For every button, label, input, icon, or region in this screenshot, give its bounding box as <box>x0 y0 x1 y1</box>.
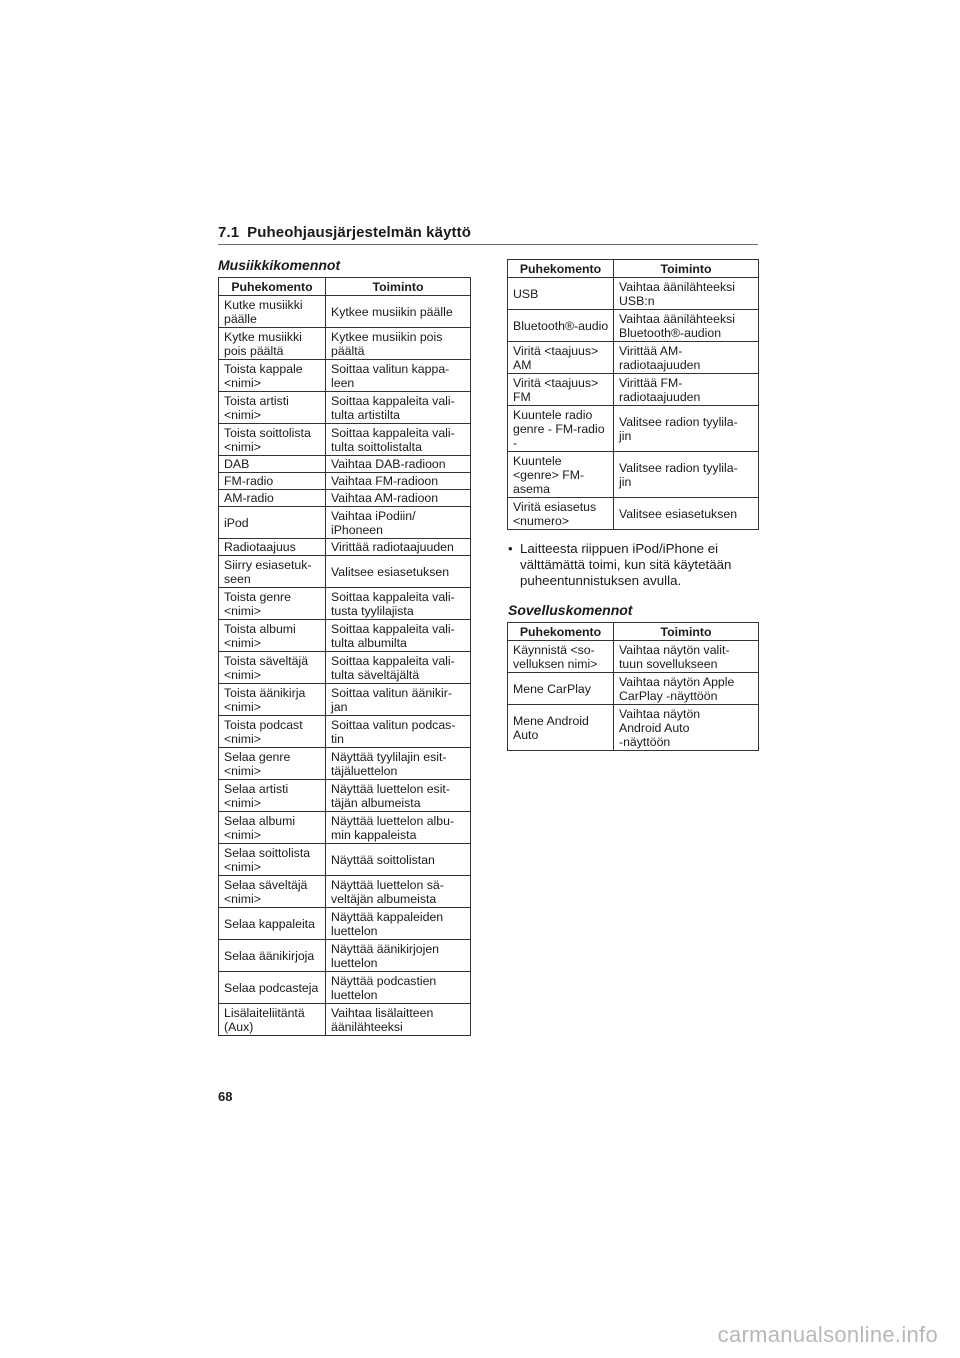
table-row <box>508 278 759 310</box>
column-header-function: Toiminto <box>326 278 471 296</box>
function-cell <box>614 278 759 310</box>
voice-command-cell-text: Siirry esiasetuk- seen <box>224 557 312 586</box>
voice-command-cell-text: Selaa genre <nimi> <box>224 749 291 778</box>
table-row <box>219 812 471 844</box>
voice-command-cell-text: DAB <box>224 457 250 471</box>
function-cell-text: Vaihtaa AM-radioon <box>331 491 439 505</box>
table-row <box>219 908 471 940</box>
note-text: Laitteesta riippuen iPod/iPhone ei välttämättä toimi, kun sitä käytetään puheentunnistuksen avulla. <box>520 541 732 588</box>
voice-command-cell <box>219 507 326 539</box>
voice-command-cell-text: Toista äänikirja <nimi> <box>224 685 306 714</box>
voice-command-cell-text: Kytke musiikki pois päältä <box>224 329 302 358</box>
function-cell-text: Soittaa valitun podcas- tin <box>331 717 456 746</box>
function-cell-text: Soittaa kappaleita vali- tusta tyylilajista <box>331 589 455 618</box>
function-cell-text: Valitsee radion tyylila- jin <box>619 460 738 489</box>
function-cell-text: Vaihtaa DAB-radioon <box>331 457 446 471</box>
table-row <box>219 490 471 507</box>
function-cell-text: Näyttää luettelon esit- täjän albumeista <box>331 781 450 810</box>
function-cell <box>326 360 471 392</box>
voice-command-cell <box>508 342 614 374</box>
voice-command-cell <box>508 452 614 498</box>
section-title: Puheohjausjärjestelmän käyttö <box>247 224 471 241</box>
table-row <box>219 684 471 716</box>
function-cell <box>326 876 471 908</box>
column-header-function: Toiminto <box>614 623 759 641</box>
function-cell-text: Soittaa kappaleita vali- tulta soittolistalta <box>331 425 455 454</box>
voice-command-cell <box>219 556 326 588</box>
voice-command-cell <box>219 940 326 972</box>
voice-command-cell <box>219 908 326 940</box>
voice-command-cell <box>219 876 326 908</box>
function-cell <box>326 812 471 844</box>
table-row <box>219 620 471 652</box>
function-cell-text: Vaihtaa äänilähteeksi USB:n <box>619 279 735 308</box>
voice-command-cell-text: Kuuntele <genre> FM- asema <box>513 453 585 496</box>
app-commands-table <box>507 622 759 751</box>
section-number: 7.1 <box>218 224 240 241</box>
function-cell-text: Vaihtaa näytön valit- tuun sovellukseen <box>619 642 730 671</box>
function-cell-text: Soittaa valitun äänikir- jan <box>331 685 452 714</box>
table-row <box>219 780 471 812</box>
function-cell <box>326 507 471 539</box>
table-row <box>508 641 759 673</box>
function-cell <box>326 908 471 940</box>
voice-command-cell-text: Bluetooth®-audio <box>513 318 609 333</box>
voice-command-cell <box>219 360 326 392</box>
table-row <box>219 588 471 620</box>
function-cell-text: Soittaa valitun kappa- leen <box>331 361 450 390</box>
table-row <box>508 342 759 374</box>
voice-command-cell <box>219 588 326 620</box>
voice-command-cell-text: Viritä <taajuus> AM <box>513 343 599 372</box>
function-cell-text: Vaihtaa lisälaitteen äänilähteeksi <box>331 1005 434 1034</box>
function-cell <box>326 748 471 780</box>
voice-command-cell-text: USB <box>513 286 539 301</box>
voice-command-cell <box>219 539 326 556</box>
table-header-row <box>508 623 759 641</box>
page-number: 68 <box>218 1089 233 1104</box>
voice-command-cell <box>508 641 614 673</box>
function-cell <box>614 498 759 530</box>
table-row <box>508 374 759 406</box>
voice-command-cell-text: Kutke musiikki päälle <box>224 297 303 326</box>
column-header-command: Puhekomento <box>508 623 614 641</box>
table-row <box>219 507 471 539</box>
voice-command-cell-text: Käynnistä <so- velluksen nimi> <box>513 642 598 671</box>
function-cell <box>326 556 471 588</box>
table-row <box>219 456 471 473</box>
function-cell <box>326 424 471 456</box>
function-cell-text: Vaihtaa iPodiin/ iPhoneen <box>331 508 416 537</box>
voice-command-cell-text: Mene Android Auto <box>513 713 589 742</box>
voice-command-cell-text: Toista kappale <nimi> <box>224 361 303 390</box>
voice-command-cell-text: Radiotaajuus <box>224 540 296 554</box>
function-cell-text: Näyttää tyylilajin esit- täjäluettelon <box>331 749 447 778</box>
table-row <box>508 310 759 342</box>
voice-command-cell-text: Mene CarPlay <box>513 681 591 696</box>
voice-command-cell <box>508 374 614 406</box>
table-row <box>219 652 471 684</box>
voice-command-cell-text: Toista säveltäjä <nimi> <box>224 653 309 682</box>
table-header-row <box>508 260 759 278</box>
function-cell-text: Vaihtaa äänilähteeksi Bluetooth®-audion <box>619 311 735 340</box>
function-cell <box>326 328 471 360</box>
function-cell <box>614 673 759 705</box>
function-cell <box>326 1004 471 1036</box>
table-row <box>219 328 471 360</box>
voice-command-cell-text: Toista albumi <nimi> <box>224 621 296 650</box>
music-commands-table-continued <box>507 259 759 530</box>
voice-command-cell-text: Toista artisti <nimi> <box>224 393 289 422</box>
function-cell-text: Näyttää luettelon albu- min kappaleista <box>331 813 455 842</box>
table-row <box>219 716 471 748</box>
voice-command-cell <box>508 673 614 705</box>
voice-command-cell-text: Selaa podcasteja <box>224 980 319 995</box>
function-cell <box>326 473 471 490</box>
table-row <box>219 972 471 1004</box>
section-header <box>218 224 758 245</box>
voice-command-cell <box>219 780 326 812</box>
function-cell <box>326 940 471 972</box>
function-cell-text: Virittää radiotaajuuden <box>331 540 454 554</box>
function-cell <box>614 374 759 406</box>
table-row <box>219 473 471 490</box>
voice-command-cell <box>219 844 326 876</box>
voice-command-cell <box>219 392 326 424</box>
column-header-command: Puhekomento <box>219 278 326 296</box>
table-row <box>508 452 759 498</box>
table-row <box>508 705 759 751</box>
voice-command-cell-text: Kuuntele radio genre - FM-radio - <box>513 407 605 450</box>
function-cell <box>614 342 759 374</box>
table-row <box>219 424 471 456</box>
function-cell <box>614 705 759 751</box>
function-cell <box>326 620 471 652</box>
table-row <box>219 392 471 424</box>
table-row <box>219 940 471 972</box>
function-cell-text: Kytkee musiikin päälle <box>331 304 453 319</box>
voice-command-cell <box>219 424 326 456</box>
function-cell-text: Virittää AM- radiotaajuuden <box>619 343 701 372</box>
voice-command-cell-text: Toista soittolista <nimi> <box>224 425 311 454</box>
voice-command-cell <box>219 716 326 748</box>
function-cell <box>326 684 471 716</box>
table-row <box>219 539 471 556</box>
voice-command-cell-text: Selaa albumi <nimi> <box>224 813 296 842</box>
voice-command-cell-text: Toista podcast <nimi> <box>224 717 303 746</box>
voice-command-cell-text: Viritä esiasetus <numero> <box>513 499 597 528</box>
voice-command-cell-text: Toista genre <nimi> <box>224 589 291 618</box>
function-cell <box>614 641 759 673</box>
app-commands-heading: Sovelluskomennot <box>508 602 633 618</box>
function-cell <box>326 588 471 620</box>
voice-command-cell-text: Selaa kappaleita <box>224 916 315 931</box>
voice-command-cell <box>219 812 326 844</box>
function-cell-text: Näyttää soittolistan <box>331 852 435 867</box>
voice-command-cell <box>508 310 614 342</box>
voice-command-cell <box>508 498 614 530</box>
voice-command-cell <box>219 296 326 328</box>
function-cell <box>614 406 759 452</box>
function-cell <box>326 456 471 473</box>
function-cell-text: Soittaa kappaleita vali- tulta artistilta <box>331 393 455 422</box>
function-cell <box>326 539 471 556</box>
music-commands-table <box>218 277 471 1036</box>
function-cell-text: Kytkee musiikin pois päältä <box>331 329 443 358</box>
function-cell <box>326 716 471 748</box>
voice-command-cell <box>219 473 326 490</box>
voice-command-cell-text: Selaa säveltäjä <nimi> <box>224 877 308 906</box>
function-cell-text: Soittaa kappaleita vali- tulta säveltäjältä <box>331 653 455 682</box>
function-cell <box>326 844 471 876</box>
table-row <box>508 498 759 530</box>
table-row <box>219 844 471 876</box>
voice-command-cell-text: Selaa artisti <nimi> <box>224 781 289 810</box>
function-cell <box>326 392 471 424</box>
bullet-marker: • <box>508 541 513 556</box>
voice-command-cell-text: AM-radio <box>224 491 274 505</box>
function-cell <box>326 972 471 1004</box>
table-row <box>219 1004 471 1036</box>
column-header-function: Toiminto <box>614 260 759 278</box>
table-row <box>219 360 471 392</box>
function-cell-text: Näyttää kappaleiden luettelon <box>331 909 444 938</box>
function-cell <box>614 452 759 498</box>
music-commands-heading: Musiikkikomennot <box>218 257 341 273</box>
function-cell-text: Näyttää podcastien luettelon <box>331 973 437 1002</box>
voice-command-cell <box>219 620 326 652</box>
voice-command-cell <box>219 748 326 780</box>
function-cell <box>326 780 471 812</box>
table-row <box>219 748 471 780</box>
function-cell-text: Virittää FM- radiotaajuuden <box>619 375 701 404</box>
function-cell-text: Valitsee radion tyylila- jin <box>619 414 738 443</box>
function-cell-text: Soittaa kappaleita vali- tulta albumilta <box>331 621 455 650</box>
voice-command-cell <box>508 705 614 751</box>
table-row <box>219 876 471 908</box>
function-cell <box>326 296 471 328</box>
function-cell <box>614 310 759 342</box>
voice-command-cell-text: Lisälaiteliitäntä (Aux) <box>224 1005 305 1034</box>
voice-command-cell <box>219 456 326 473</box>
watermark: carmanualsonline.info <box>717 1322 938 1347</box>
voice-command-cell-text: Selaa soittolista <nimi> <box>224 845 311 874</box>
voice-command-cell <box>219 684 326 716</box>
ipod-note <box>508 541 758 589</box>
table-row <box>508 673 759 705</box>
function-cell-text: Näyttää äänikirjojen luettelon <box>331 941 440 970</box>
table-row <box>508 406 759 452</box>
column-header-command: Puhekomento <box>508 260 614 278</box>
table-row <box>219 296 471 328</box>
function-cell-text: Valitsee esiasetuksen <box>619 506 738 521</box>
voice-command-cell <box>219 490 326 507</box>
voice-command-cell <box>219 1004 326 1036</box>
table-row <box>219 556 471 588</box>
function-cell-text: Vaihtaa näytön Android Auto -näyttöön <box>619 706 701 749</box>
voice-command-cell-text: FM-radio <box>224 474 274 488</box>
voice-command-cell <box>219 652 326 684</box>
voice-command-cell <box>219 328 326 360</box>
voice-command-cell-text: Viritä <taajuus> FM <box>513 375 599 404</box>
voice-command-cell-text: iPod <box>224 515 249 530</box>
function-cell-text: Vaihtaa näytön Apple CarPlay -näyttöön <box>619 674 735 703</box>
voice-command-cell <box>508 406 614 452</box>
function-cell <box>326 652 471 684</box>
voice-command-cell <box>508 278 614 310</box>
voice-command-cell-text: Selaa äänikirjoja <box>224 948 315 963</box>
function-cell-text: Vaihtaa FM-radioon <box>331 474 439 488</box>
function-cell-text: Näyttää luettelon sä- veltäjän albumeista <box>331 877 444 906</box>
function-cell <box>326 490 471 507</box>
function-cell-text: Valitsee esiasetuksen <box>331 564 450 579</box>
table-header-row <box>219 278 471 296</box>
voice-command-cell <box>219 972 326 1004</box>
